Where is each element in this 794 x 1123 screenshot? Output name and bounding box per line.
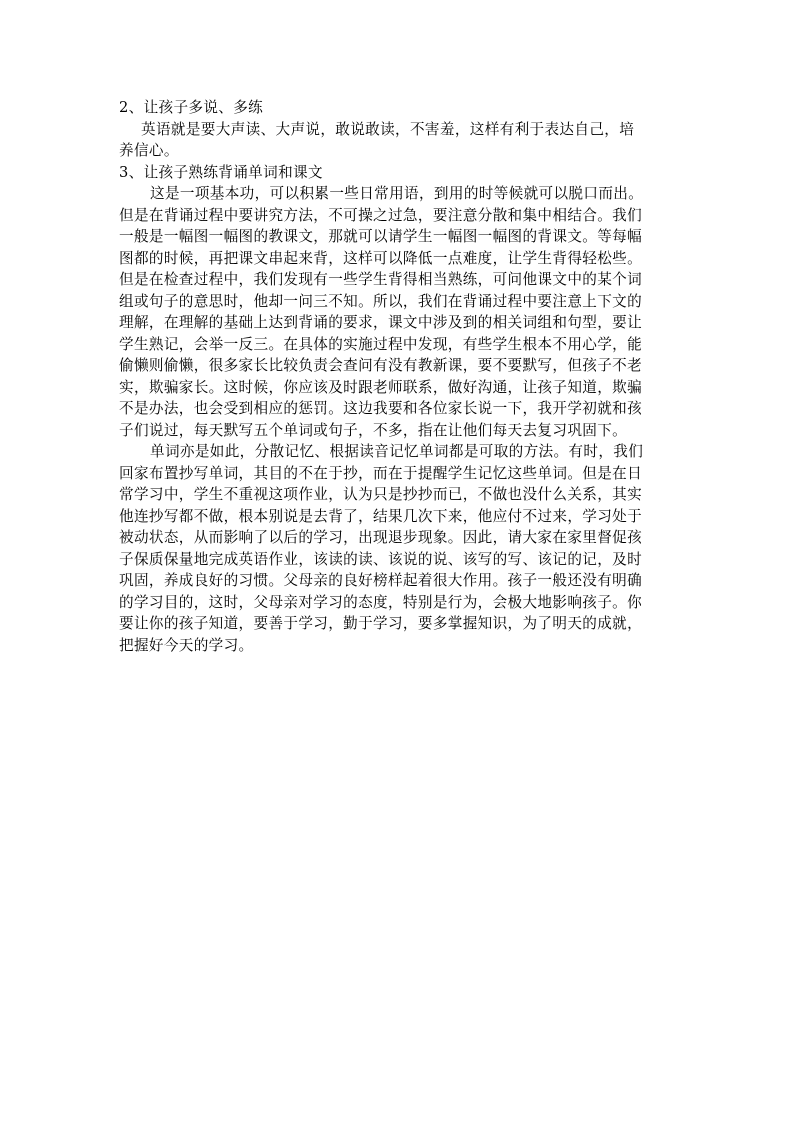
paragraph-line: 但是在背诵过程中要讲究方法，不可操之过急，要注意分散和集中相结合。我们 bbox=[119, 206, 643, 224]
paragraph-vocabulary bbox=[119, 441, 679, 656]
paragraph-line: 的学习目的，这时，父母亲对学习的态度，特别是行为，会极大地影响孩子。你 bbox=[119, 593, 643, 611]
paragraph-line: 单词亦是如此，分散记忆、根据读音记忆单词都是可取的方法。有时，我们 bbox=[150, 443, 644, 460]
document-page bbox=[119, 97, 679, 656]
paragraph-line: 不是办法，也会受到相应的惩罚。这边我要和各位家长说一下，我开学初就和孩 bbox=[119, 400, 643, 417]
paragraph-line: 要让你的孩子知道，要善于学习，勤于学习，要多掌握知识，为了明天的成就， bbox=[119, 615, 643, 632]
paragraph-line: 这是一项基本功，可以积累一些日常用语，到用的时等候就可以脱口而出。 bbox=[150, 185, 644, 202]
paragraph-line: 回家布置抄写单词，其目的不在于抄，而在于提醒学生记忆这些单词。但是在日 bbox=[119, 464, 643, 482]
section-heading-2: 2、让孩子多说、多练 bbox=[119, 99, 264, 116]
paragraph-line: 但是在检查过程中，我们发现有一些学生背得相当熟练，可问他课文中的某个词 bbox=[119, 271, 643, 288]
paragraph-line: 子保质保量地完成英语作业，该读的读、该说的说、该写的写、该记的记，及时 bbox=[119, 550, 643, 568]
paragraph-line: 理解，在理解的基础上达到背诵的要求，课文中涉及到的相关词组和句型，要让 bbox=[119, 314, 643, 331]
paragraph-line: 把握好今天的学习。 bbox=[119, 636, 254, 654]
paragraph-line: 组或句子的意思时，他却一问三不知。所以，我们在背诵过程中要注意上下文的 bbox=[119, 292, 643, 310]
paragraph-speak-practice bbox=[119, 119, 679, 162]
paragraph-recitation bbox=[119, 183, 679, 441]
section-heading-3: 3、让孩子熟练背诵单词和课文 bbox=[119, 163, 323, 181]
paragraph-line: 学生熟记，会举一反三。在具体的实施过程中发现，有些学生根本不用心学，能 bbox=[119, 335, 643, 353]
paragraph-line: 养信心。 bbox=[119, 142, 179, 159]
paragraph-line: 一般是一幅图一幅图的教课文，那就可以请学生一幅图一幅图的背课文。等每幅 bbox=[119, 228, 643, 245]
paragraph-line: 实，欺骗家长。这时候，你应该及时跟老师联系，做好沟通，让孩子知道，欺骗 bbox=[119, 378, 643, 396]
paragraph-line: 他连抄写都不做，根本别说是去背了，结果几次下来，他应付不过来，学习处于 bbox=[119, 507, 643, 525]
paragraph-line: 偷懒则偷懒，很多家长比较负责会查问有没有教新课，要不要默写，但孩子不老 bbox=[119, 357, 643, 374]
paragraph-line: 英语就是要大声读、大声说，敢说敢读，不害羞，这样有利于表达自己，培 bbox=[141, 120, 635, 138]
paragraph-line: 子们说过，每天默写五个单词或句子，不多，指在让他们每天去复习巩固下。 bbox=[119, 421, 628, 439]
paragraph-line: 常学习中，学生不重视这项作业，认为只是抄抄而已，不做也没什么关系，其实 bbox=[119, 486, 643, 503]
paragraph-line: 图都的时候，再把课文串起来背，这样可以降低一点难度，让学生背得轻松些。 bbox=[119, 249, 643, 267]
paragraph-line: 被动状态，从而影响了以后的学习，出现退步现象。因此，请大家在家里督促孩 bbox=[119, 529, 643, 546]
paragraph-line: 巩固，养成良好的习惯。父母亲的良好榜样起着很大作用。孩子一般还没有明确 bbox=[119, 572, 643, 589]
